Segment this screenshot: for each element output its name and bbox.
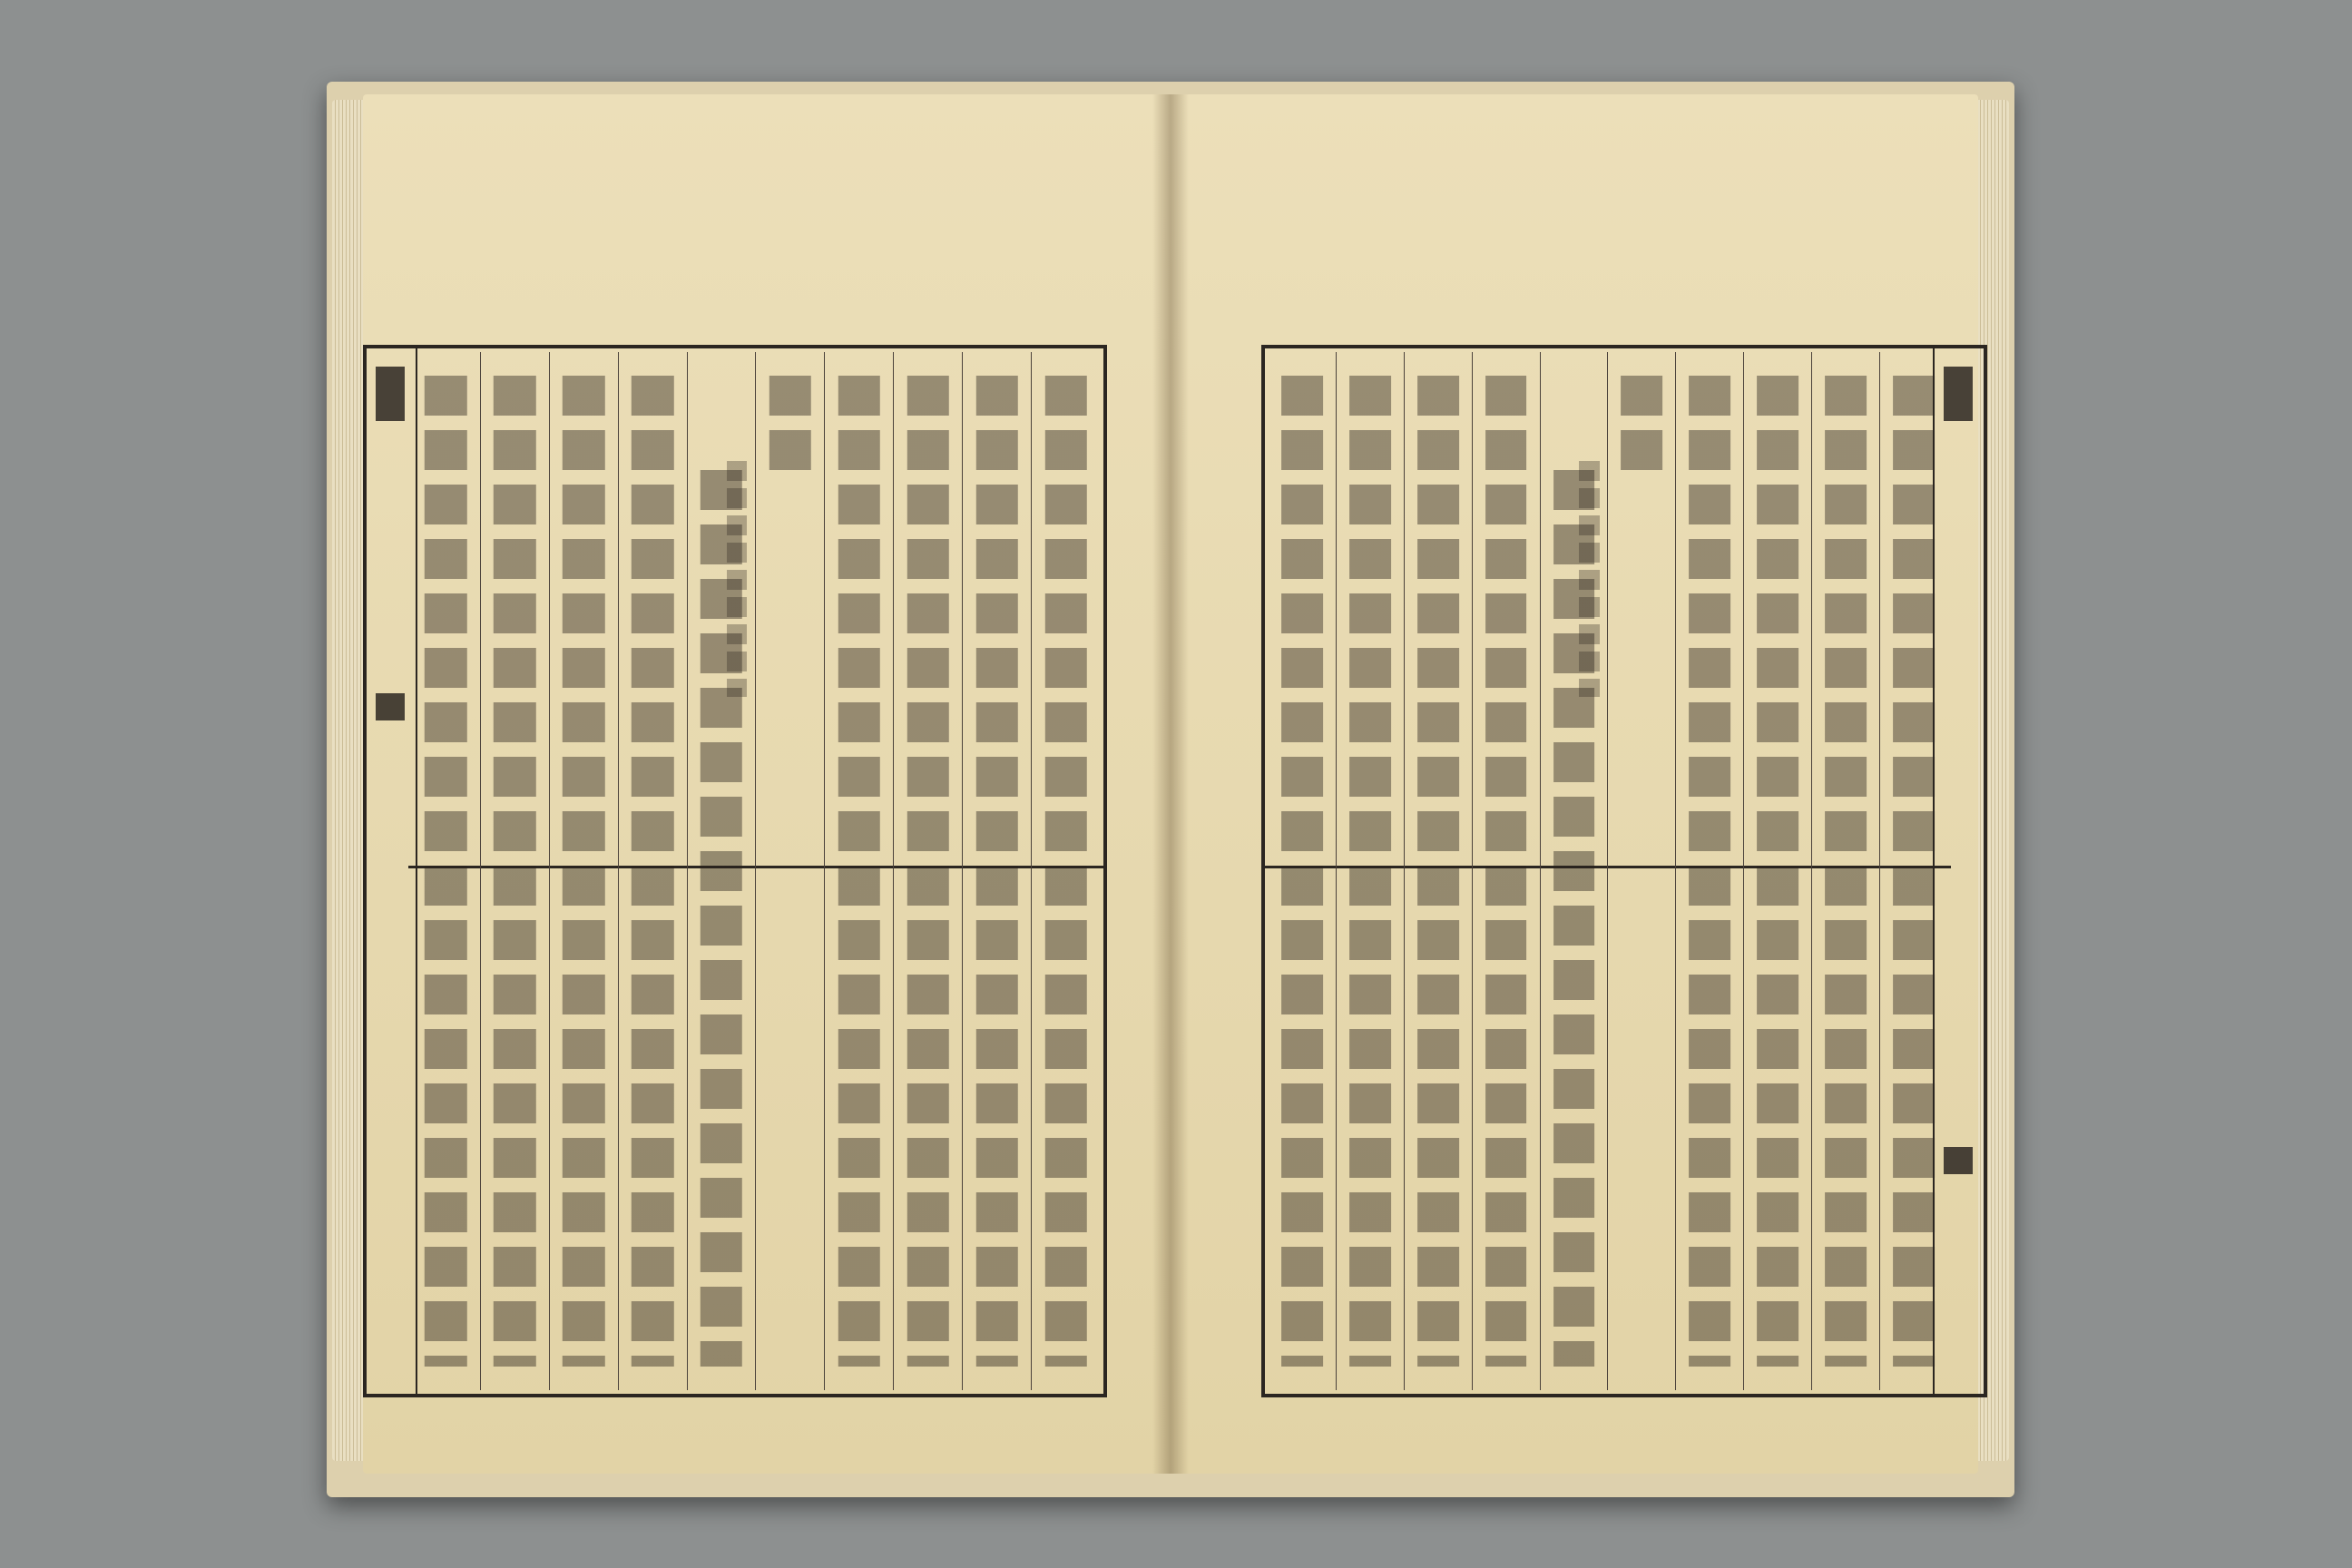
interlinear-note [1579, 461, 1599, 697]
text-column [1269, 352, 1336, 1390]
text-column [1031, 352, 1100, 1390]
center-gutter [1152, 94, 1189, 1474]
text-column [824, 352, 893, 1390]
fold-edge-divider-mark [376, 693, 405, 720]
open-book [327, 82, 2014, 1497]
left-leaf [363, 94, 1171, 1474]
text-column [618, 352, 687, 1390]
right-text-frame [1261, 345, 1951, 1397]
glyph-run [1825, 376, 1867, 1367]
text-column [1675, 352, 1743, 1390]
glyph-run [1689, 376, 1730, 1367]
text-column [1743, 352, 1811, 1390]
glyph-run [1485, 376, 1527, 1367]
text-column [1540, 352, 1608, 1390]
glyph-run [838, 376, 880, 1367]
fold-edge-fishtail-mark [376, 367, 405, 421]
text-column [1336, 352, 1404, 1390]
glyph-run [769, 376, 811, 485]
text-column [480, 352, 549, 1390]
glyph-run [494, 376, 535, 1367]
glyph-run [425, 376, 466, 1367]
glyph-run [1349, 376, 1391, 1367]
glyph-run [1893, 376, 1935, 1367]
interlinear-note [727, 461, 747, 697]
fold-edge-fishtail-mark [1944, 367, 1973, 421]
glyph-run [1417, 376, 1459, 1367]
fold-edge-divider-mark [1944, 1147, 1973, 1174]
right-leaf [1171, 94, 1978, 1474]
glyph-run [632, 376, 673, 1367]
left-text-frame [408, 345, 1107, 1397]
glyph-run [1281, 376, 1323, 1367]
text-column [962, 352, 1031, 1390]
text-column [687, 352, 756, 1390]
right-text-columns [1269, 352, 1947, 1390]
glyph-run [1044, 376, 1086, 1367]
text-column [1811, 352, 1879, 1390]
glyph-run [563, 376, 604, 1367]
right-fold-edge-strip [1933, 345, 1987, 1397]
text-column [755, 352, 824, 1390]
text-column [1472, 352, 1540, 1390]
text-column [412, 352, 480, 1390]
glyph-run [1757, 376, 1798, 1367]
glyph-run [907, 376, 949, 1367]
text-column [1404, 352, 1472, 1390]
left-text-columns [412, 352, 1100, 1390]
text-column [1607, 352, 1675, 1390]
text-column [893, 352, 962, 1390]
text-column [549, 352, 618, 1390]
glyph-run [1622, 376, 1663, 485]
left-page-stack [332, 100, 365, 1461]
glyph-run [975, 376, 1017, 1367]
